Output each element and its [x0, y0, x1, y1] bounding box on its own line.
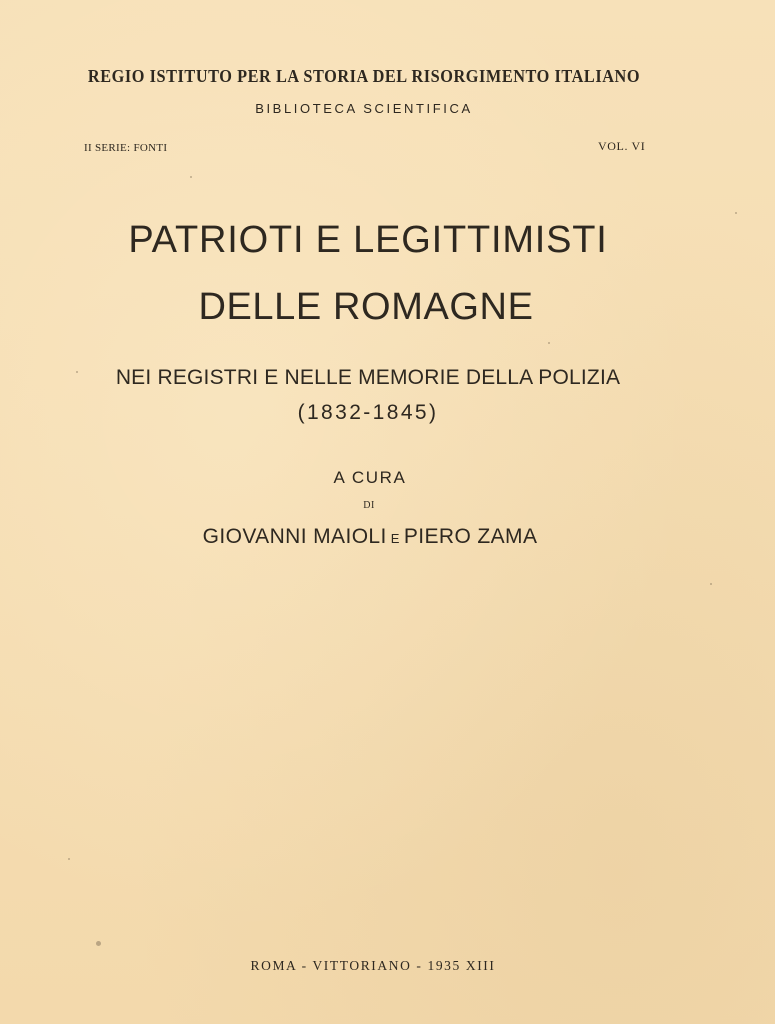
editor-name-1: GIOVANNI MAIOLI	[202, 525, 387, 548]
institute-name: REGIO ISTITUTO PER LA STORIA DEL RISORGIMENTO ITALIANO	[87, 66, 641, 86]
editor-name-2: PIERO ZAMA	[403, 525, 538, 548]
book-title-line-2: DELLE ROMAGNE	[198, 286, 534, 328]
date-range: (1832-1845)	[297, 401, 439, 424]
book-subtitle: NEI REGISTRI E NELLE MEMORIE DELLA POLIZIA	[115, 366, 621, 389]
editors-names	[0, 525, 740, 549]
publisher-imprint: ROMA - VITTORIANO - 1935 XIII	[250, 958, 496, 973]
paper-speck	[548, 342, 550, 344]
editors-preposition: DI	[363, 500, 375, 511]
paper-speck	[190, 176, 192, 178]
library-name: BIBLIOTECA SCIENTIFICA	[255, 101, 473, 116]
volume-label: VOL. VI	[598, 139, 646, 153]
paper-speck	[96, 941, 101, 946]
paper-speck	[710, 583, 712, 585]
series-label: II SERIE: FONTI	[84, 142, 168, 154]
paper-speck	[735, 212, 737, 214]
paper-speck	[68, 858, 70, 860]
editors-conjunction: E	[390, 531, 400, 546]
paper-speck	[76, 371, 78, 373]
book-title-line-1: PATRIOTI E LEGITTIMISTI	[128, 219, 608, 261]
editors-intro: A CURA	[333, 468, 407, 487]
